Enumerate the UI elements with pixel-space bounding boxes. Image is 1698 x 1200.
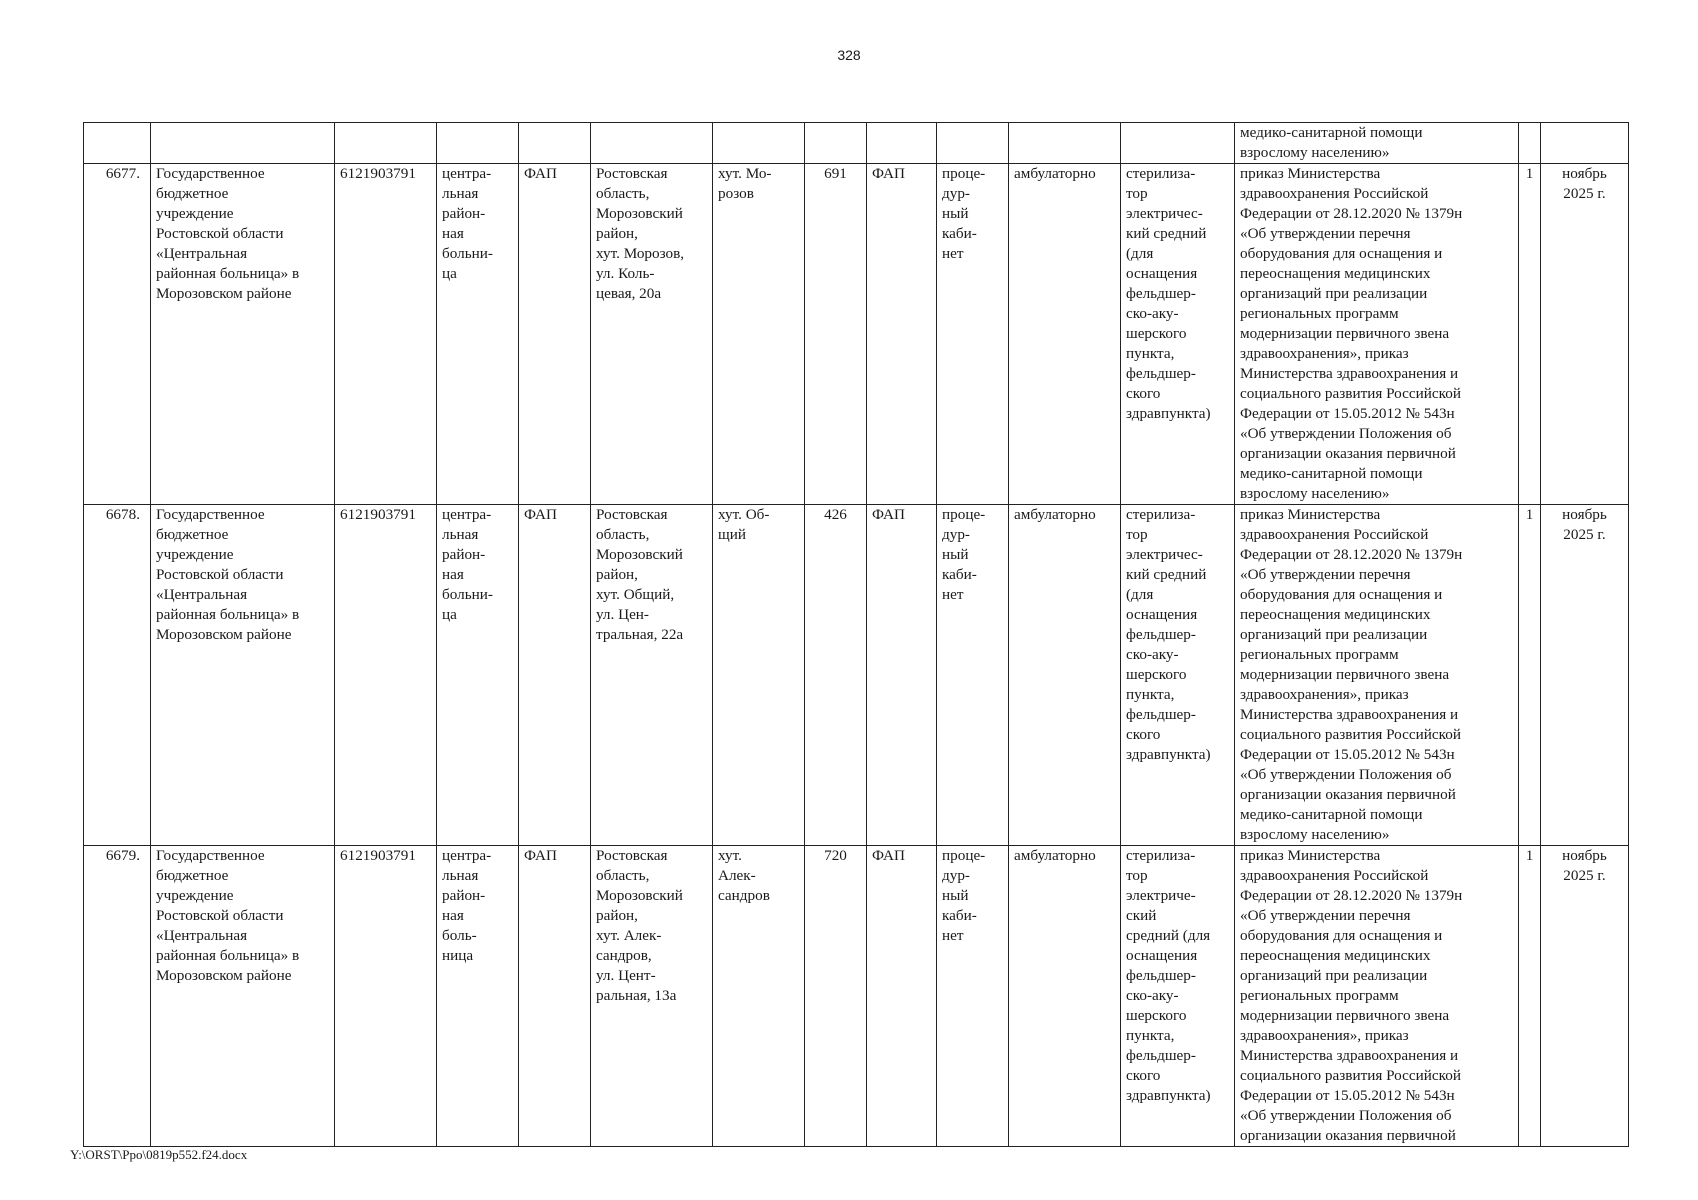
equipment-cell-line: стерилиза- [1126, 165, 1196, 182]
legal-basis-cell-line: Министерства здравоохранения и [1240, 365, 1459, 382]
equipment-cell-line: ский [1126, 907, 1157, 924]
legal-basis-cell-line: переоснащения медицинских [1240, 947, 1431, 964]
address-cell [591, 164, 713, 505]
org-type-cell-line: ца [442, 265, 457, 282]
address-cell-line: сандров, [596, 947, 652, 964]
equipment-cell-line: электричес- [1126, 546, 1203, 563]
equipment-cell [1121, 164, 1235, 505]
inn-cell: 6121903791 [335, 505, 437, 846]
legal-basis-cell-line: медико-санитарной помощи [1240, 124, 1423, 141]
address-cell-line: ул. Коль- [596, 265, 655, 282]
table-row-continuation [84, 123, 1629, 164]
org-type-cell-line: центра- [442, 506, 492, 523]
institution-cell-line: бюджетное [156, 526, 229, 543]
row-number-cell: 6678. [84, 505, 151, 846]
equipment-cell-line: электричес- [1126, 205, 1203, 222]
org-type-cell-line: льная [442, 526, 479, 543]
org-type-cell-line: центра- [442, 847, 492, 864]
inn-cell: 6121903791 [335, 164, 437, 505]
equipment-cell-line: кий средний [1126, 566, 1207, 583]
settlement-cell-line: розов [718, 185, 754, 202]
address-cell-line: область, [596, 867, 650, 884]
legal-basis-cell [1235, 846, 1519, 1147]
equipment-cell [1121, 846, 1235, 1147]
institution-cell-line: учреждение [156, 546, 234, 563]
equipment-cell-line: средний (для [1126, 927, 1211, 944]
equipment-cell-line: электриче- [1126, 887, 1196, 904]
org-type-cell-line: центра- [442, 165, 492, 182]
legal-basis-cell-line: здравоохранения», приказ [1240, 686, 1409, 703]
settlement-cell-line: хут. Мо- [718, 165, 772, 182]
legal-basis-cell-line: социального развития Российской [1240, 385, 1461, 402]
equipment-cell-line: фельдшер- [1126, 1047, 1196, 1064]
address-cell-line: область, [596, 526, 650, 543]
settlement-cell [713, 164, 805, 505]
legal-basis-cell-line: взрослому населению» [1240, 485, 1390, 502]
table-row [84, 505, 1629, 846]
equipment-cell-line: (для [1126, 245, 1154, 262]
quantity-cell: 1 [1519, 846, 1541, 1147]
address-cell-line: Морозовский [596, 546, 683, 563]
equipment-cell-line: фельдшер- [1126, 706, 1196, 723]
room-cell-line: ный [942, 887, 969, 904]
settlement-cell-line: щий [718, 526, 746, 543]
org-type-cell-line: ная [442, 907, 464, 924]
address-cell-line: цевая, 20а [596, 285, 662, 302]
room-cell [937, 505, 1009, 846]
room-cell-line: нет [942, 586, 964, 603]
address-cell-line: область, [596, 185, 650, 202]
equipment-cell-line: пункта, [1126, 1027, 1175, 1044]
legal-basis-cell-line: региональных программ [1240, 646, 1399, 663]
unit-type-cell: ФАП [867, 164, 937, 505]
legal-basis-cell-line: переоснащения медицинских [1240, 265, 1431, 282]
address-cell-line: Ростовская [596, 847, 668, 864]
org-type-cell [437, 846, 519, 1147]
equipment-cell-line: ско-аку- [1126, 987, 1179, 1004]
institution-cell-line: Ростовской области [156, 566, 284, 583]
deadline-cell [1541, 846, 1629, 1147]
equipment-cell-line: оснащения [1126, 265, 1198, 282]
deadline-cell [1541, 164, 1629, 505]
room-cell-line: каби- [942, 566, 977, 583]
legal-basis-cell-line: модернизации первичного звена [1240, 1007, 1450, 1024]
org-type-cell-line: ная [442, 225, 464, 242]
address-cell-line: ул. Цен- [596, 606, 649, 623]
equipment-cell-line: шерского [1126, 325, 1187, 342]
room-cell-line: дур- [942, 185, 970, 202]
institution-cell-line: бюджетное [156, 185, 229, 202]
room-cell-line: ный [942, 205, 969, 222]
org-type-cell-line: ница [442, 947, 474, 964]
deadline-cell-line: ноябрь [1562, 847, 1607, 864]
address-cell-line: Морозовский [596, 887, 683, 904]
legal-basis-cell-line: модернизации первичного звена [1240, 325, 1450, 342]
room-cell [937, 846, 1009, 1147]
legal-basis-cell [1235, 164, 1519, 505]
institution-cell-line: учреждение [156, 887, 234, 904]
legal-basis-cell-line: «Об утверждении Положения об [1240, 425, 1452, 442]
address-cell [591, 846, 713, 1147]
equipment-cell-line: фельдшер- [1126, 967, 1196, 984]
legal-basis-cell-line: организаций при реализации [1240, 285, 1428, 302]
legal-basis-cell-line: социального развития Российской [1240, 726, 1461, 743]
org-type-cell-line: район- [442, 887, 486, 904]
legal-basis-cell-line: медико-санитарной помощи [1240, 465, 1423, 482]
legal-basis-cell-line: медико-санитарной помощи [1240, 806, 1423, 823]
equipment-cell-line: стерилиза- [1126, 506, 1196, 523]
address-cell-line: ул. Цент- [596, 967, 656, 984]
unit-cell: ФАП [519, 505, 591, 846]
address-cell-line: хут. Общий, [596, 586, 675, 603]
equipment-cell-line: здравпункта) [1126, 1087, 1211, 1104]
population-cell: 720 [805, 846, 867, 1147]
equipment-cell-line: здравпункта) [1126, 405, 1211, 422]
settlement-cell-line: хут. [718, 847, 742, 864]
org-type-cell-line: ца [442, 606, 457, 623]
institution-cell-line: Ростовской области [156, 225, 284, 242]
legal-basis-cell-line: приказ Министерства [1240, 165, 1381, 182]
equipment-cell-line: оснащения [1126, 947, 1198, 964]
unit-cell: ФАП [519, 846, 591, 1147]
equipment-cell-line: ского [1126, 726, 1161, 743]
deadline-cell [1541, 505, 1629, 846]
deadline-cell-line: 2025 г. [1563, 867, 1606, 884]
table-body [84, 123, 1629, 1147]
legal-basis-cell-line: здравоохранения Российской [1240, 526, 1429, 543]
settlement-cell [713, 505, 805, 846]
org-type-cell-line: льная [442, 867, 479, 884]
room-cell-line: проце- [942, 506, 986, 523]
deadline-cell-line: ноябрь [1562, 165, 1607, 182]
equipment-cell-line: фельдшер- [1126, 285, 1196, 302]
room-cell-line: дур- [942, 867, 970, 884]
legal-basis-cell-line: Федерации от 28.12.2020 № 1379н [1240, 887, 1463, 904]
inn-cell: 6121903791 [335, 846, 437, 1147]
legal-basis-cell-line: оборудования для оснащения и [1240, 586, 1443, 603]
legal-basis-cell-line: приказ Министерства [1240, 847, 1381, 864]
org-type-cell [437, 164, 519, 505]
settlement-cell [713, 846, 805, 1147]
legal-basis-cell-line: Министерства здравоохранения и [1240, 1047, 1459, 1064]
equipment-cell-line: тор [1126, 867, 1148, 884]
unit-type-cell: ФАП [867, 846, 937, 1147]
address-cell-line: ральная, 13а [596, 987, 677, 1004]
address-cell-line: Ростовская [596, 506, 668, 523]
address-cell-line: тральная, 22а [596, 626, 684, 643]
conditions-cell: амбулаторно [1009, 846, 1121, 1147]
institution-cell-line: «Центральная [156, 245, 248, 262]
legal-basis-cell-line: Федерации от 15.05.2012 № 543н [1240, 405, 1455, 422]
legal-basis-cell-line: Федерации от 15.05.2012 № 543н [1240, 746, 1455, 763]
quantity-cell: 1 [1519, 505, 1541, 846]
equipment-cell-line: ского [1126, 1067, 1161, 1084]
equipment-cell-line: фельдшер- [1126, 626, 1196, 643]
room-cell-line: дур- [942, 526, 970, 543]
institution-cell-line: Морозовском районе [156, 626, 292, 643]
address-cell-line: район, [596, 225, 638, 242]
deadline-cell-line: ноябрь [1562, 506, 1607, 523]
legal-basis-cell-line: здравоохранения Российской [1240, 185, 1429, 202]
legal-basis-cell-line: оборудования для оснащения и [1240, 245, 1443, 262]
institution-cell-line: Морозовском районе [156, 967, 292, 984]
equipment-cell-line: стерилиза- [1126, 847, 1196, 864]
deadline-cell-line: 2025 г. [1563, 185, 1606, 202]
address-cell-line: Ростовская [596, 165, 668, 182]
conditions-cell: амбулаторно [1009, 164, 1121, 505]
institution-cell-line: Государственное [156, 165, 265, 182]
legal-basis-cell-line: Министерства здравоохранения и [1240, 706, 1459, 723]
room-cell-line: каби- [942, 907, 977, 924]
address-cell-line: Морозовский [596, 205, 683, 222]
legal-basis-cell-line: взрослому населению» [1240, 144, 1390, 161]
deadline-cell-line: 2025 г. [1563, 526, 1606, 543]
org-type-cell-line: боль- [442, 927, 477, 944]
institution-cell-line: учреждение [156, 205, 234, 222]
legal-basis-cell-line: организаций при реализации [1240, 626, 1428, 643]
equipment-cell-line: кий средний [1126, 225, 1207, 242]
institution-cell-line: Ростовской области [156, 907, 284, 924]
org-type-cell [437, 505, 519, 846]
population-cell: 426 [805, 505, 867, 846]
table-row [84, 164, 1629, 505]
address-cell-line: район, [596, 566, 638, 583]
equipment-cell-line: тор [1126, 185, 1148, 202]
equipment-cell-line: шерского [1126, 666, 1187, 683]
equipment-cell-line: (для [1126, 586, 1154, 603]
legal-basis-cell-line: взрослому населению» [1240, 826, 1390, 843]
equipment-cell-line: ско-аку- [1126, 646, 1179, 663]
legal-basis-cell-line: организации оказания первичной [1240, 786, 1456, 803]
org-type-cell-line: ная [442, 566, 464, 583]
legal-basis-cell-line: организации оказания первичной [1240, 1127, 1456, 1144]
equipment-cell-line: тор [1126, 526, 1148, 543]
page-number: 328 [837, 47, 861, 63]
org-type-cell-line: льная [442, 185, 479, 202]
legal-basis-cell [1235, 123, 1519, 164]
settlement-cell-line: хут. Об- [718, 506, 770, 523]
institution-cell-line: «Центральная [156, 927, 248, 944]
address-cell-line: хут. Морозов, [596, 245, 685, 262]
legal-basis-cell-line: модернизации первичного звена [1240, 666, 1450, 683]
legal-basis-cell-line: здравоохранения», приказ [1240, 345, 1409, 362]
institution-cell-line: районная больница» в [156, 947, 300, 964]
org-type-cell-line: район- [442, 205, 486, 222]
equipment-cell-line: здравпункта) [1126, 746, 1211, 763]
institution-cell-line: районная больница» в [156, 265, 300, 282]
legal-basis-cell-line: приказ Министерства [1240, 506, 1381, 523]
legal-basis-cell-line: Федерации от 28.12.2020 № 1379н [1240, 205, 1463, 222]
population-cell: 691 [805, 164, 867, 505]
equipment-cell [1121, 505, 1235, 846]
legal-basis-cell-line: здравоохранения Российской [1240, 867, 1429, 884]
institution-cell-line: «Центральная [156, 586, 248, 603]
equipment-cell-line: фельдшер- [1126, 365, 1196, 382]
legal-basis-cell-line: здравоохранения», приказ [1240, 1027, 1409, 1044]
legal-basis-cell-line: региональных программ [1240, 305, 1399, 322]
table-row [84, 846, 1629, 1147]
legal-basis-cell-line: региональных программ [1240, 987, 1399, 1004]
legal-basis-cell-line: оборудования для оснащения и [1240, 927, 1443, 944]
conditions-cell: амбулаторно [1009, 505, 1121, 846]
legal-basis-cell-line: «Об утверждении перечня [1240, 566, 1411, 583]
legal-basis-cell-line: «Об утверждении Положения об [1240, 1107, 1452, 1124]
room-cell-line: каби- [942, 225, 977, 242]
room-cell [937, 164, 1009, 505]
legal-basis-cell [1235, 505, 1519, 846]
legal-basis-cell-line: социального развития Российской [1240, 1067, 1461, 1084]
legal-basis-cell-line: переоснащения медицинских [1240, 606, 1431, 623]
legal-basis-cell-line: организации оказания первичной [1240, 445, 1456, 462]
room-cell-line: проце- [942, 847, 986, 864]
equipment-cell-line: ского [1126, 385, 1161, 402]
room-cell-line: нет [942, 927, 964, 944]
equipment-cell-line: оснащения [1126, 606, 1198, 623]
institution-cell-line: районная больница» в [156, 606, 300, 623]
institution-cell-line: бюджетное [156, 867, 229, 884]
address-cell-line: хут. Алек- [596, 927, 662, 944]
legal-basis-cell-line: «Об утверждении перечня [1240, 225, 1411, 242]
legal-basis-cell-line: «Об утверждении Положения об [1240, 766, 1452, 783]
equipment-cell-line: шерского [1126, 1007, 1187, 1024]
row-number-cell: 6677. [84, 164, 151, 505]
institution-cell-line: Государственное [156, 506, 265, 523]
equipment-table [83, 122, 1629, 1147]
institution-cell [151, 505, 335, 846]
institution-cell [151, 846, 335, 1147]
legal-basis-cell-line: «Об утверждении перечня [1240, 907, 1411, 924]
legal-basis-cell-line: организаций при реализации [1240, 967, 1428, 984]
equipment-cell-line: пункта, [1126, 345, 1175, 362]
room-cell-line: ный [942, 546, 969, 563]
settlement-cell-line: сандров [718, 887, 770, 904]
equipment-cell-line: пункта, [1126, 686, 1175, 703]
institution-cell-line: Государственное [156, 847, 265, 864]
address-cell-line: район, [596, 907, 638, 924]
address-cell [591, 505, 713, 846]
equipment-cell-line: ско-аку- [1126, 305, 1179, 322]
room-cell-line: нет [942, 245, 964, 262]
org-type-cell-line: больни- [442, 245, 493, 262]
unit-type-cell: ФАП [867, 505, 937, 846]
unit-cell: ФАП [519, 164, 591, 505]
institution-cell-line: Морозовском районе [156, 285, 292, 302]
org-type-cell-line: район- [442, 546, 486, 563]
institution-cell [151, 164, 335, 505]
settlement-cell-line: Алек- [718, 867, 756, 884]
row-number-cell: 6679. [84, 846, 151, 1147]
footer-file-path: Y:\ORST\Ppo\0819p552.f24.docx [70, 1147, 248, 1162]
legal-basis-cell-line: Федерации от 28.12.2020 № 1379н [1240, 546, 1463, 563]
room-cell-line: проце- [942, 165, 986, 182]
quantity-cell: 1 [1519, 164, 1541, 505]
legal-basis-cell-line: Федерации от 15.05.2012 № 543н [1240, 1087, 1455, 1104]
org-type-cell-line: больни- [442, 586, 493, 603]
